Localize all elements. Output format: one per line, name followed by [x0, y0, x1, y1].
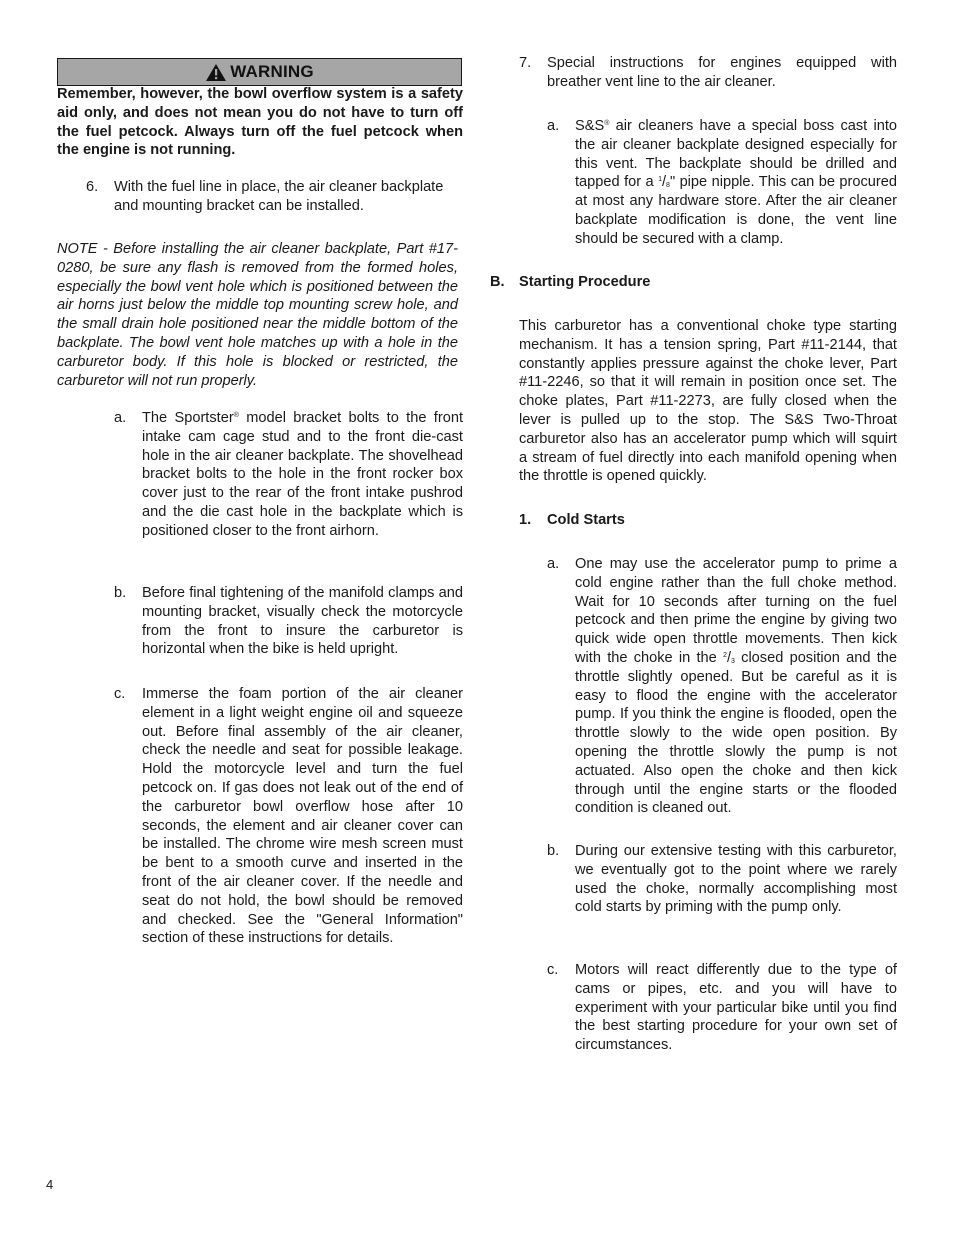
backplate-note: NOTE - Before installing the air cleaner backplate, Part #17-0280, be sure any flash is removed from the formed holes, especially the bowl vent hole which is positioned between the air horns just below the middle top mounting screw hole, and the small drain hole positioned near the middle bottom of the backplate. The bowl vent hole matches up with a hole in the carburetor body. If this hole is blocked or restricted, the carburetor will not run properly.	[57, 241, 458, 389]
step-6b-letter: b.	[114, 585, 127, 601]
section-b-heading	[490, 273, 651, 292]
warning-triangle-icon	[205, 63, 227, 82]
section-b-letter: B.	[490, 274, 505, 290]
step-6a-letter: a.	[114, 410, 127, 426]
page-number: 4	[46, 1177, 54, 1192]
cold-start-a-letter: a.	[547, 556, 560, 572]
cold-start-a-text: One may use the accelerator pump to prime a cold engine rather than the full choke method. Wait for 10 seconds after turning on the fuel petcock and then prime the engine by giving two quick wide open throttle movements. Then kick with the choke in the $^2/_3$ closed position and the throttle slightly opened. But be careful as it is easy to flood the engine with the accelerator pump. If you think the engine is flooded, open the throttle slowly to the wide open position. By opening the throttle slowly the pump is not actuated. Also open the choke and then kick through until the engine starts or the flooded condition is cleaned out.	[575, 556, 897, 817]
warning-text: Remember, however, the bowl overflow system is a safety aid only, and does not mean you do not have to turn off the fuel petcock. Always turn off the fuel petcock when the engine is not running.	[57, 86, 463, 159]
fraction-denominator: 3	[731, 657, 735, 665]
cold-starts-heading	[519, 511, 625, 530]
step-6a-text: The Sportster® model bracket bolts to the front intake cam cage stud and to the front die-cast hole in the air cleaner backplate. The shovelhead bracket bolts to the hole in the front rocker box cover just to the rear of the front intake pushrod and the die cast hole in the backplate which is positioned closer to the front airhorn.	[142, 410, 463, 539]
step-6-number: 6.	[86, 179, 99, 195]
cold-starts-number: 1.	[519, 512, 532, 528]
step-6-text: With the fuel line in place, the air cleaner backplate and mounting bracket can be installed.	[114, 179, 444, 214]
warning-banner	[57, 58, 462, 86]
registered-mark: ®	[604, 120, 610, 127]
cold-start-c-text: Motors will react differently due to the type of cams or pipes, etc. and you will have to experiment with your particular bike until you find the best starting procedure for your own set of circumstances.	[575, 962, 897, 1054]
step-7a-letter: a.	[547, 118, 560, 134]
cold-start-b-letter: b.	[547, 843, 560, 859]
fraction-denominator: 8	[666, 182, 670, 190]
cold-starts-title: Cold Starts	[547, 512, 625, 528]
step-6b-text: Before final tightening of the manifold clamps and mounting bracket, visually check the motorcycle from the front to insure the carburetor is horizontal when the bike is held upright.	[142, 585, 463, 658]
fraction-numerator: 1	[658, 176, 662, 184]
section-b-title: Starting Procedure	[519, 274, 651, 290]
step-7a-text: S&S® air cleaners have a special boss cast into the air cleaner backplate designed especially for this vent. The backplate should be drilled and tapped for a $^1/_8$" pipe nipple. This can be procured at most any hardware store. After the air cleaner backplate modification is done, the vent line should be secured with a clamp.	[575, 118, 897, 247]
step-6c-letter: c.	[114, 686, 126, 702]
fraction-numerator: 2	[723, 651, 727, 659]
step-7-text: Special instructions for engines equipped with breather vent line to the air cleaner.	[547, 55, 897, 90]
starting-procedure-paragraph: This carburetor has a conventional choke type starting mechanism. It has a tension spring, Part #11-2144, that constantly applies pressure against the choke lever, Part #11-2246, so that it will remain in position once set. The choke plates, Part #11-2273, are fully closed when the lever is pulled up to the stop. The S&S Two-Throat carburetor also has an accelerator pump which will squirt a stream of fuel directly into each manifold opening when the throttle is opened quickly.	[519, 318, 897, 485]
cold-start-b-text: During our extensive testing with this carburetor, we eventually got to the point where we rarely used the choke, normally accomplishing most cold starts by priming with the pump only.	[575, 843, 897, 916]
registered-mark: ®	[233, 412, 239, 419]
warning-title: WARNING	[230, 61, 314, 81]
cold-start-c-letter: c.	[547, 962, 559, 978]
step-7-number: 7.	[519, 55, 532, 71]
step-6c-text: Immerse the foam portion of the air cleaner element in a light weight engine oil and squeeze out. Before final assembly of the air cleaner, check the needle and seat for possible leakage. Hold the motorcycle level and turn the fuel petcock on. If gas does not leak out of the end of the carburetor bowl overflow hose after 10 seconds, the element and air cleaner cover can be installed. The chrome wire mesh screen must be bent to a smooth curve and inserted in the front of the air cleaner cover. If the needle and seat do not hold, the bowl should be removed and checked. See the "General Information" section of these instructions for details.	[142, 686, 463, 947]
